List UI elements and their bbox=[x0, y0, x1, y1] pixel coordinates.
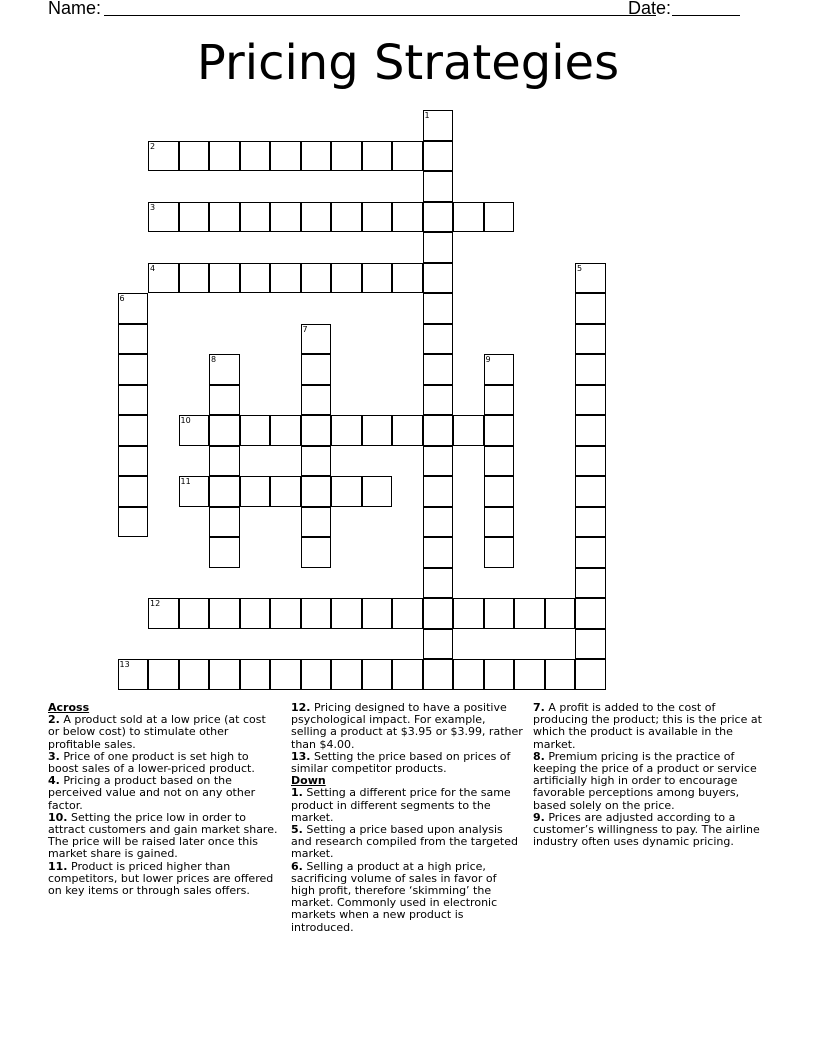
grid-cell[interactable] bbox=[423, 568, 454, 599]
grid-cell[interactable] bbox=[423, 202, 454, 233]
grid-cell[interactable] bbox=[179, 263, 210, 294]
grid-cell[interactable] bbox=[423, 110, 454, 141]
grid-cell[interactable] bbox=[209, 202, 240, 233]
grid-cell[interactable] bbox=[331, 659, 362, 690]
clue bbox=[48, 751, 280, 775]
clue-number: 5. bbox=[291, 823, 303, 837]
grid-cell[interactable] bbox=[209, 354, 240, 385]
grid-cell[interactable] bbox=[575, 415, 606, 446]
clue-text: Prices are adjusted according to a customer’s willingness to pay. The airline industry often uses dynamic pricing. bbox=[533, 810, 760, 849]
clue bbox=[48, 812, 280, 861]
cell-number: 9 bbox=[485, 355, 491, 364]
grid-cell[interactable] bbox=[331, 202, 362, 233]
grid-cell[interactable] bbox=[240, 415, 271, 446]
grid-cell[interactable] bbox=[301, 507, 332, 538]
clue-number: 1. bbox=[291, 786, 303, 800]
clue-text: Pricing designed to have a positive psychological impact. For example, selling a product at $3.95 or $3.99, rather than $4.00. bbox=[291, 701, 523, 751]
grid-cell[interactable] bbox=[209, 415, 240, 446]
grid-cell[interactable] bbox=[209, 141, 240, 172]
page-title: Pricing Strategies bbox=[196, 35, 620, 91]
grid-cell[interactable] bbox=[484, 659, 515, 690]
grid-cell[interactable] bbox=[209, 476, 240, 507]
grid-cell[interactable] bbox=[575, 385, 606, 416]
cell-number: 10 bbox=[180, 416, 191, 425]
cell-number: 8 bbox=[211, 355, 217, 364]
clue bbox=[533, 751, 765, 812]
grid-cell[interactable] bbox=[453, 202, 484, 233]
grid-cell[interactable] bbox=[575, 598, 606, 629]
grid-cell[interactable] bbox=[118, 446, 149, 477]
cell-number: 7 bbox=[302, 324, 308, 334]
grid-cell[interactable] bbox=[575, 568, 606, 599]
grid-cell[interactable] bbox=[423, 141, 454, 172]
clue bbox=[48, 861, 280, 898]
clue-number: 2. bbox=[48, 713, 60, 727]
grid-cell[interactable] bbox=[362, 476, 393, 507]
grid-cell[interactable] bbox=[209, 537, 240, 568]
grid-cell[interactable] bbox=[423, 415, 454, 446]
grid-cell[interactable] bbox=[484, 415, 515, 446]
grid-cell[interactable] bbox=[575, 537, 606, 568]
grid-cell[interactable] bbox=[301, 446, 332, 477]
clue-number: 10. bbox=[48, 810, 68, 824]
date-field[interactable] bbox=[672, 15, 740, 16]
grid-cell[interactable] bbox=[240, 476, 271, 507]
clue bbox=[291, 824, 523, 861]
grid-cell[interactable] bbox=[331, 598, 362, 629]
grid-cell[interactable] bbox=[453, 659, 484, 690]
grid-cell[interactable] bbox=[423, 629, 454, 660]
grid-cell[interactable] bbox=[423, 659, 454, 690]
grid-cell[interactable] bbox=[118, 415, 149, 446]
grid-cell[interactable] bbox=[118, 354, 149, 385]
clue bbox=[291, 751, 523, 775]
grid-cell[interactable] bbox=[179, 202, 210, 233]
grid-cell[interactable] bbox=[362, 202, 393, 233]
clue-number: 7. bbox=[533, 701, 545, 714]
grid-cell[interactable] bbox=[209, 659, 240, 690]
clues-column-2 bbox=[291, 702, 523, 934]
grid-cell[interactable] bbox=[331, 476, 362, 507]
grid-cell[interactable] bbox=[240, 598, 271, 629]
grid-cell[interactable] bbox=[423, 324, 454, 355]
clue-text: Selling a product at a high price, sacrificing volume of sales in favor of high profit, therefore ‘skimming’ the market. Commonly used in electronic markets when a new product is introduced. bbox=[291, 859, 498, 934]
grid-cell[interactable] bbox=[362, 415, 393, 446]
name-label: Name: bbox=[48, 0, 102, 18]
clue bbox=[48, 775, 280, 812]
grid-cell[interactable] bbox=[301, 385, 332, 416]
clues-column-1 bbox=[48, 702, 280, 897]
grid-cell[interactable] bbox=[301, 141, 332, 172]
grid-cell[interactable] bbox=[423, 537, 454, 568]
clue bbox=[48, 714, 280, 751]
grid-cell[interactable] bbox=[484, 476, 515, 507]
grid-cell[interactable] bbox=[575, 629, 606, 660]
grid-cell[interactable] bbox=[514, 598, 545, 629]
grid-cell[interactable] bbox=[118, 507, 149, 538]
grid-cell[interactable] bbox=[423, 171, 454, 202]
clues-column-3 bbox=[533, 702, 765, 848]
grid-cell[interactable] bbox=[484, 507, 515, 538]
grid-cell[interactable] bbox=[301, 202, 332, 233]
clue-text: A profit is added to the cost of producing the product; this is the price at which the product is available in the market. bbox=[533, 701, 762, 751]
clue-text: Pricing a product based on the perceived value and not on any other factor. bbox=[48, 774, 256, 812]
grid-cell[interactable] bbox=[484, 385, 515, 416]
cell-number: 4 bbox=[150, 263, 156, 273]
cell-number: 11 bbox=[180, 477, 191, 486]
clue-number: 8. bbox=[533, 749, 545, 763]
grid-cell[interactable] bbox=[209, 385, 240, 416]
grid-cell[interactable] bbox=[148, 141, 179, 172]
grid-cell[interactable] bbox=[423, 293, 454, 324]
grid-cell[interactable] bbox=[484, 354, 515, 385]
grid-cell[interactable] bbox=[270, 263, 301, 294]
grid-cell[interactable] bbox=[331, 141, 362, 172]
grid-cell[interactable] bbox=[148, 659, 179, 690]
grid-cell[interactable] bbox=[209, 598, 240, 629]
grid-cell[interactable] bbox=[545, 598, 576, 629]
grid-cell[interactable] bbox=[270, 202, 301, 233]
grid-cell[interactable] bbox=[575, 476, 606, 507]
grid-cell[interactable] bbox=[575, 324, 606, 355]
grid-cell[interactable] bbox=[423, 446, 454, 477]
cell-number: 5 bbox=[577, 263, 583, 273]
grid-cell[interactable] bbox=[392, 659, 423, 690]
grid-cell[interactable] bbox=[484, 446, 515, 477]
grid-cell[interactable] bbox=[362, 659, 393, 690]
across-heading: Across bbox=[48, 701, 90, 714]
grid-cell[interactable] bbox=[575, 354, 606, 385]
grid-cell[interactable] bbox=[118, 324, 149, 355]
clue-text: Setting the price low in order to attract customers and gain market share. The price will be raised later once this market share is gained. bbox=[48, 810, 278, 861]
grid-cell[interactable] bbox=[331, 415, 362, 446]
clue-text: Premium pricing is the practice of keeping the price of a product or service artificially high in order to encourage favorable perceptions among buyers, based solely on the price. bbox=[533, 749, 757, 812]
clue-text: Setting a different price for the same product in different segments to the market. bbox=[291, 786, 511, 824]
grid-cell[interactable] bbox=[209, 446, 240, 477]
clue-number: 11. bbox=[48, 859, 68, 873]
clue bbox=[291, 861, 523, 934]
grid-cell[interactable] bbox=[209, 507, 240, 538]
grid-cell[interactable] bbox=[270, 415, 301, 446]
grid-cell[interactable] bbox=[575, 446, 606, 477]
clue-number: 4. bbox=[48, 774, 60, 788]
grid-cell[interactable] bbox=[240, 659, 271, 690]
grid-cell[interactable] bbox=[575, 263, 606, 294]
grid-cell[interactable] bbox=[575, 293, 606, 324]
grid-cell[interactable] bbox=[453, 415, 484, 446]
grid-cell[interactable] bbox=[484, 598, 515, 629]
clue-text: Product is priced higher than competitors, but lower prices are offered on key items or through sales offers. bbox=[48, 859, 274, 898]
clue-text: A product sold at a low price (at cost or below cost) to stimulate other profitable sales. bbox=[48, 713, 266, 751]
grid-cell[interactable] bbox=[270, 141, 301, 172]
grid-cell[interactable] bbox=[484, 537, 515, 568]
grid-cell[interactable] bbox=[301, 324, 332, 355]
grid-cell[interactable] bbox=[484, 202, 515, 233]
grid-cell[interactable] bbox=[179, 141, 210, 172]
cell-number: 3 bbox=[150, 202, 156, 212]
grid-cell[interactable] bbox=[301, 598, 332, 629]
cell-number: 2 bbox=[150, 141, 156, 151]
grid-cell[interactable] bbox=[575, 659, 606, 690]
clue-text: Setting a price based upon analysis and research compiled from the targeted market. bbox=[291, 823, 518, 861]
grid-cell[interactable] bbox=[148, 263, 179, 294]
grid-cell[interactable] bbox=[423, 598, 454, 629]
grid-cell[interactable] bbox=[148, 202, 179, 233]
grid-cell[interactable] bbox=[179, 598, 210, 629]
grid-cell[interactable] bbox=[423, 232, 454, 263]
grid-cell[interactable] bbox=[423, 385, 454, 416]
clue-text: Price of one product is set high to boost sales of a lower-priced product. bbox=[48, 749, 255, 776]
grid-cell[interactable] bbox=[362, 141, 393, 172]
clue bbox=[533, 702, 765, 751]
grid-cell[interactable] bbox=[514, 659, 545, 690]
grid-cell[interactable] bbox=[392, 598, 423, 629]
grid-cell[interactable] bbox=[118, 293, 149, 324]
grid-cell[interactable] bbox=[240, 263, 271, 294]
grid-cell[interactable] bbox=[362, 598, 393, 629]
grid-cell[interactable] bbox=[118, 659, 149, 690]
grid-cell[interactable] bbox=[423, 476, 454, 507]
clue-number: 6. bbox=[291, 859, 303, 873]
grid-cell[interactable] bbox=[453, 598, 484, 629]
clue bbox=[291, 702, 523, 751]
clue-number: 12. bbox=[291, 701, 311, 714]
grid-cell[interactable] bbox=[575, 507, 606, 538]
grid-cell[interactable] bbox=[301, 476, 332, 507]
grid-cell[interactable] bbox=[331, 263, 362, 294]
cell-number: 6 bbox=[119, 294, 125, 303]
clue-text: Setting the price based on prices of similar competitor products. bbox=[291, 749, 511, 776]
name-field[interactable] bbox=[104, 15, 656, 16]
clue bbox=[291, 787, 523, 824]
grid-cell[interactable] bbox=[545, 659, 576, 690]
clue-number: 9. bbox=[533, 810, 545, 824]
grid-cell[interactable] bbox=[240, 141, 271, 172]
grid-cell[interactable] bbox=[392, 202, 423, 233]
down-heading: Down bbox=[291, 774, 326, 788]
grid-cell[interactable] bbox=[209, 263, 240, 294]
header bbox=[48, 0, 748, 22]
clue-number: 13. bbox=[291, 749, 311, 763]
grid-cell[interactable] bbox=[270, 476, 301, 507]
grid-cell[interactable] bbox=[423, 263, 454, 294]
grid-cell[interactable] bbox=[301, 659, 332, 690]
grid-cell[interactable] bbox=[240, 202, 271, 233]
grid-cell[interactable] bbox=[301, 354, 332, 385]
grid-cell[interactable] bbox=[179, 659, 210, 690]
date-label: Date: bbox=[628, 0, 672, 18]
grid-cell[interactable] bbox=[362, 263, 393, 294]
cell-number: 1 bbox=[424, 111, 430, 120]
grid-cell[interactable] bbox=[392, 415, 423, 446]
grid-cell[interactable] bbox=[179, 476, 210, 507]
grid-cell[interactable] bbox=[301, 415, 332, 446]
cell-number: 13 bbox=[119, 660, 130, 669]
grid-cell[interactable] bbox=[270, 598, 301, 629]
cell-number: 12 bbox=[150, 599, 161, 608]
grid-cell[interactable] bbox=[270, 659, 301, 690]
clue bbox=[533, 812, 765, 849]
grid-cell[interactable] bbox=[118, 476, 149, 507]
grid-cell[interactable] bbox=[423, 354, 454, 385]
grid-cell[interactable] bbox=[148, 598, 179, 629]
grid-cell[interactable] bbox=[301, 537, 332, 568]
grid-cell[interactable] bbox=[392, 141, 423, 172]
clue-number: 3. bbox=[48, 749, 60, 763]
grid-cell[interactable] bbox=[179, 415, 210, 446]
grid-cell[interactable] bbox=[392, 263, 423, 294]
grid-cell[interactable] bbox=[301, 263, 332, 294]
grid-cell[interactable] bbox=[423, 507, 454, 538]
grid-cell[interactable] bbox=[118, 385, 149, 416]
